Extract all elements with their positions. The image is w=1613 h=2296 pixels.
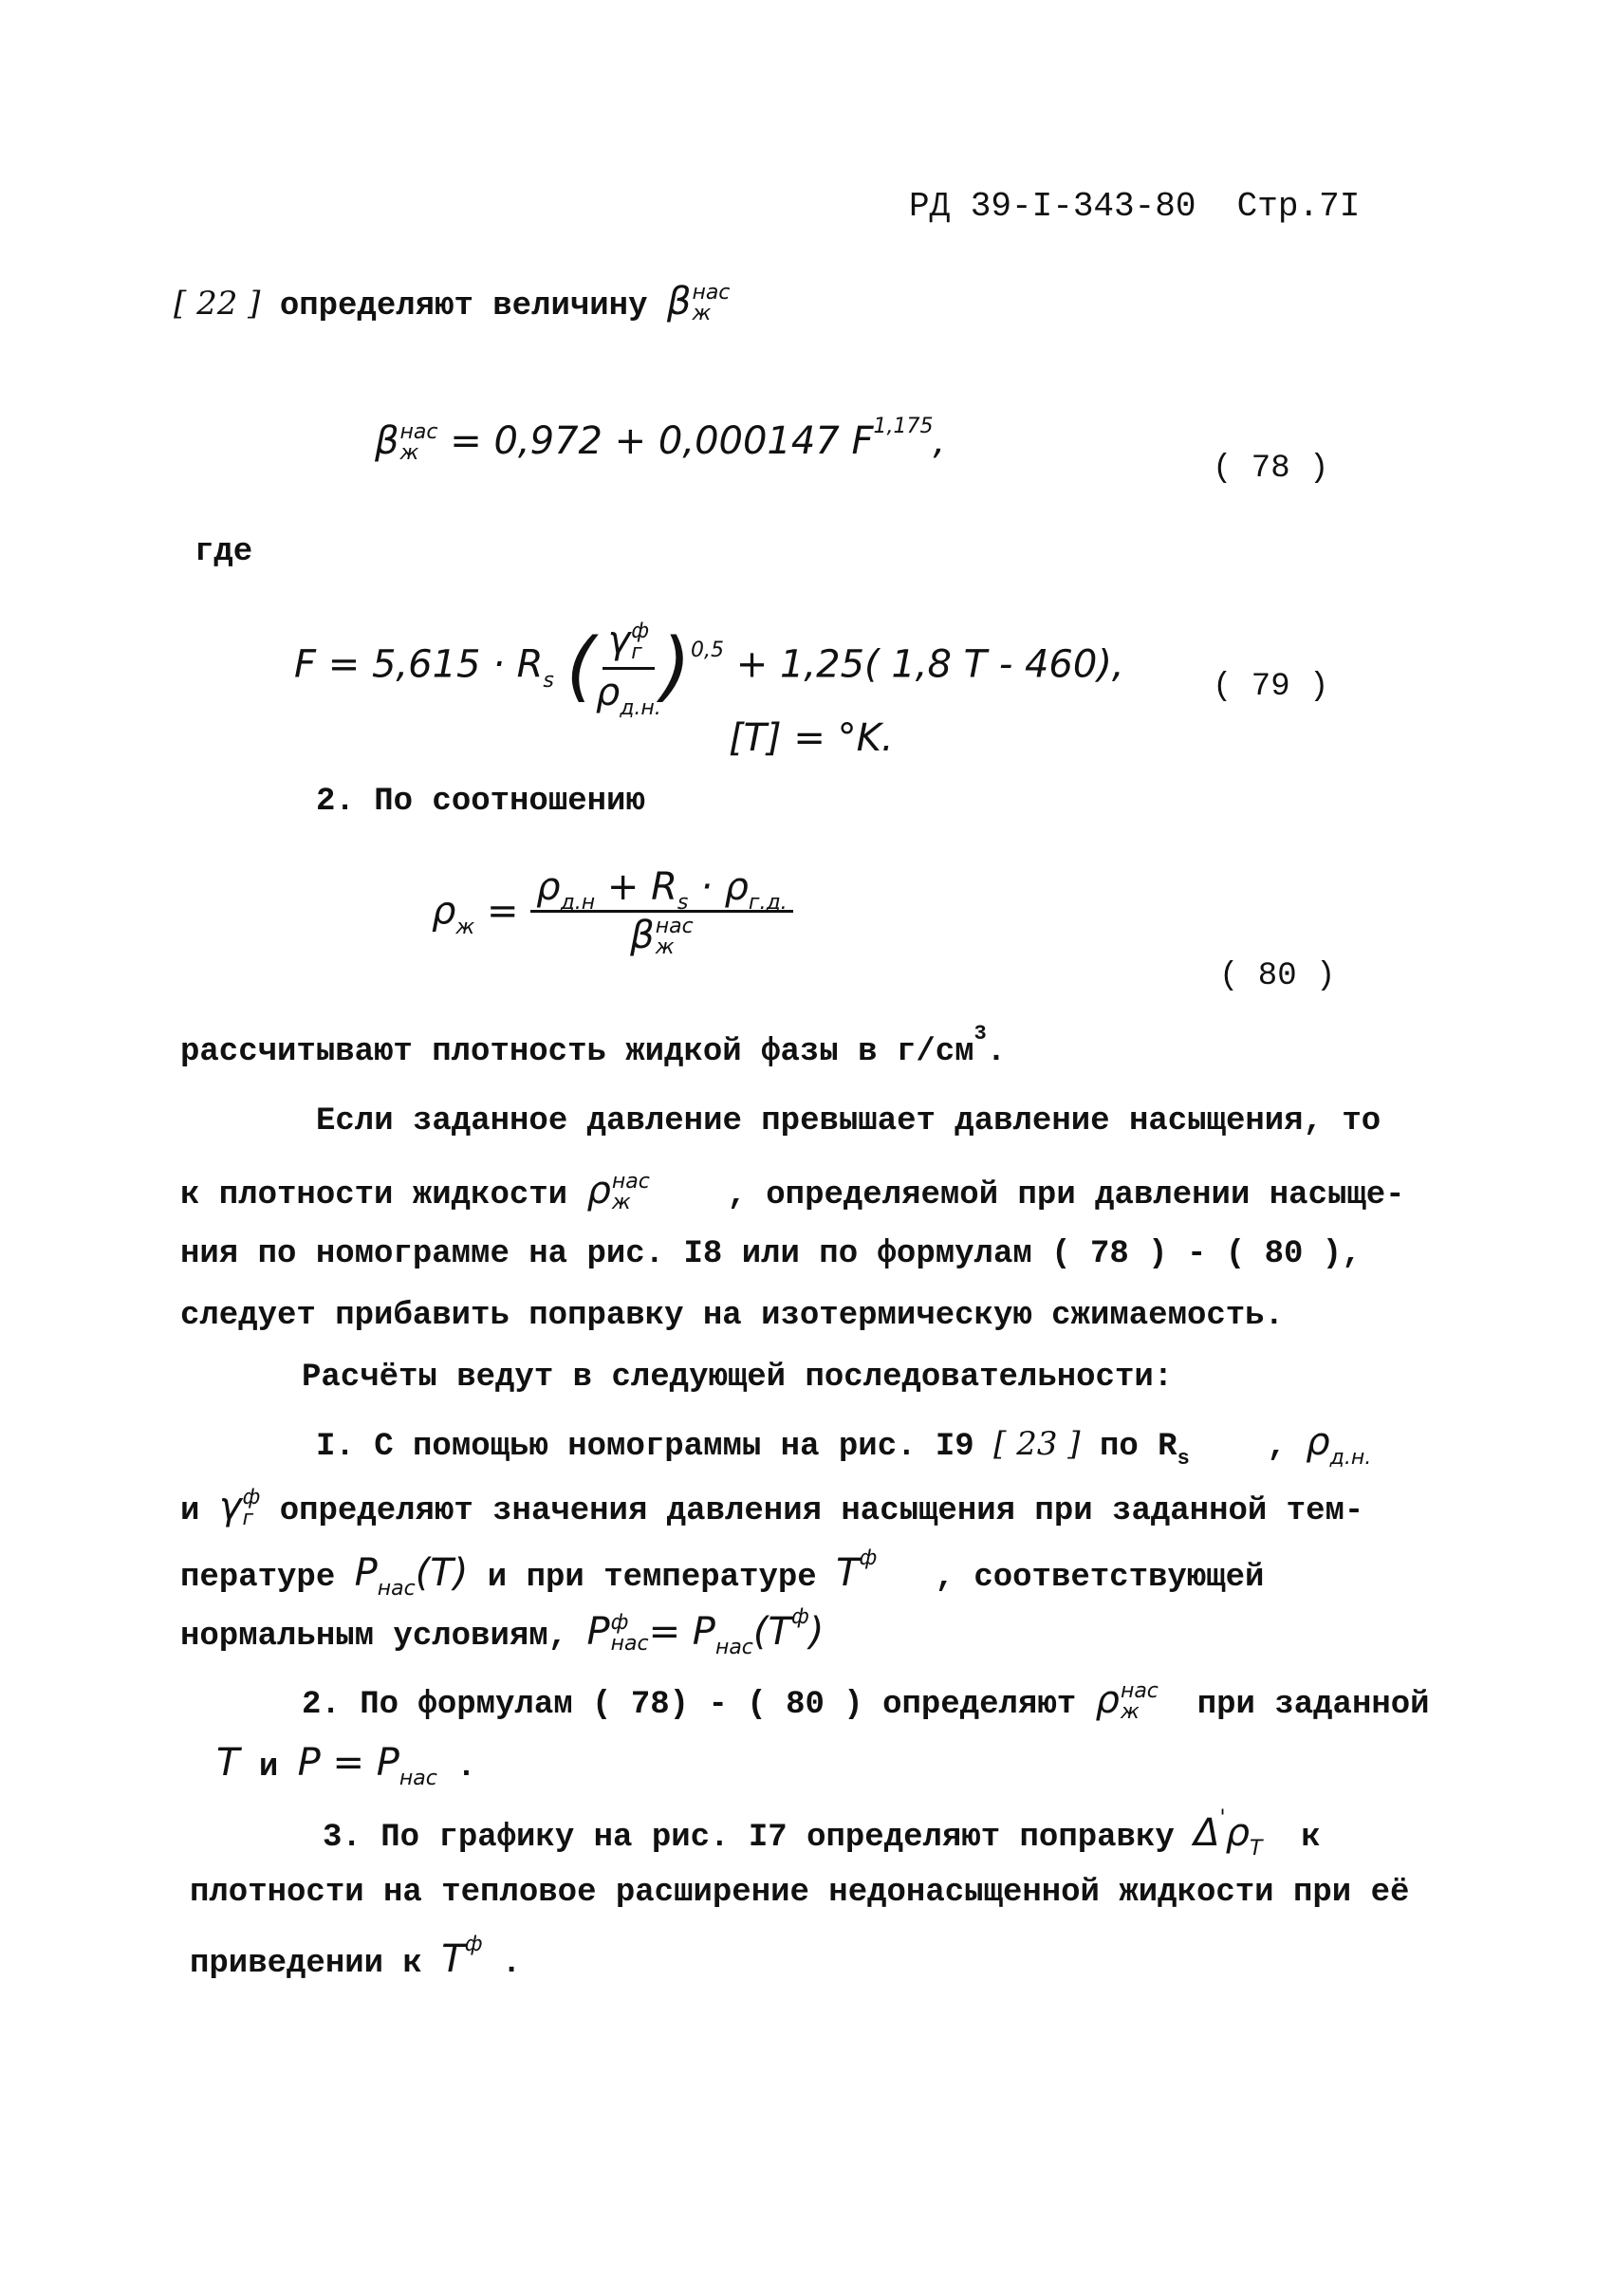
step-2-line-2: T и $P = P_{нас}$ . (216, 1741, 476, 1790)
paragraph-line: к плотности жидкости ρ нас ж , определяемой при давлении насыще- (180, 1169, 1405, 1214)
document-code: РД 39-I-343-80 (909, 187, 1196, 226)
step-3-line-2: плотности на тепловое расширение недонасыщенной жидкости при её (190, 1875, 1410, 1911)
step-2-line-1: 2. По формулам ( 78) - ( 80 ) определяют ρ нас ж при заданной (302, 1678, 1430, 1724)
formula-80: $\rho_ж$ = $\rho_{д.н} + R_s \cdot \rho_{г.д.}$ β нас ж (432, 868, 793, 958)
formula-79: $F = 5,615 \cdot R_s$ ( γ ф г $\rho_{д.н.}$ )$^{0,5}$ + 1,25( 1,8 T - 460), (294, 619, 1124, 720)
paragraph-line: следует прибавить поправку на изотермическую сжимаемость. (180, 1298, 1284, 1334)
page-number: Стр.7I (1236, 187, 1361, 226)
step-1-line-3: пературе $P_{нас}(T)$ и при температуре $T^ф$ , соответствующей (180, 1546, 1265, 1601)
step-3-line-3: приведении к $T^ф$ . (190, 1933, 522, 1982)
beta-symbol: β нас ж (666, 280, 731, 325)
density-calc-line: рассчитывают плотность жидкой фазы в $г/см^3$. (180, 1022, 1007, 1070)
formula-79-units: [T] = °K. (729, 716, 894, 760)
paragraph-line: ния по номограмме на рис. I8 или по формулам ( 78 ) - ( 80 ), (180, 1236, 1362, 1272)
formula-78: β нас ж = 0,972 + 0,000147 F$^{1,175}$, (375, 415, 946, 465)
equation-number-79: ( 79 ) (1213, 669, 1329, 705)
step-1-line-2: и γ ф г определяют значения давления насыщения при заданной тем- (180, 1485, 1364, 1530)
step-1-line-4: нормальным условиям, P ф нас = $P_{нас}(T^ф)$ (180, 1605, 825, 1659)
sequence-intro: Расчёты ведут в следующей последовательности: (302, 1360, 1174, 1396)
where-label: где (195, 534, 253, 570)
page-header (909, 187, 1361, 226)
item-2-heading: 2. По соотношению (316, 784, 645, 820)
equation-number-78: ( 78 ) (1213, 451, 1329, 487)
step-3-line-1: 3. По графику на рис. I7 определяют поправку $\Delta'\rho_T$ к (323, 1806, 1321, 1861)
equation-number-80: ( 80 ) (1219, 958, 1336, 994)
reference-22: [ 22 ] (174, 285, 261, 323)
intro-line (174, 280, 731, 325)
paragraph-line: Если заданное давление превышает давление насыщения, то (316, 1103, 1381, 1139)
intro-text: определяют величину (279, 288, 648, 324)
step-1-line-1: I. С помощью номограммы на рис. I9 [ 23 ] по $R_s$ , $\rho_{д.н.}$ (316, 1420, 1372, 1471)
